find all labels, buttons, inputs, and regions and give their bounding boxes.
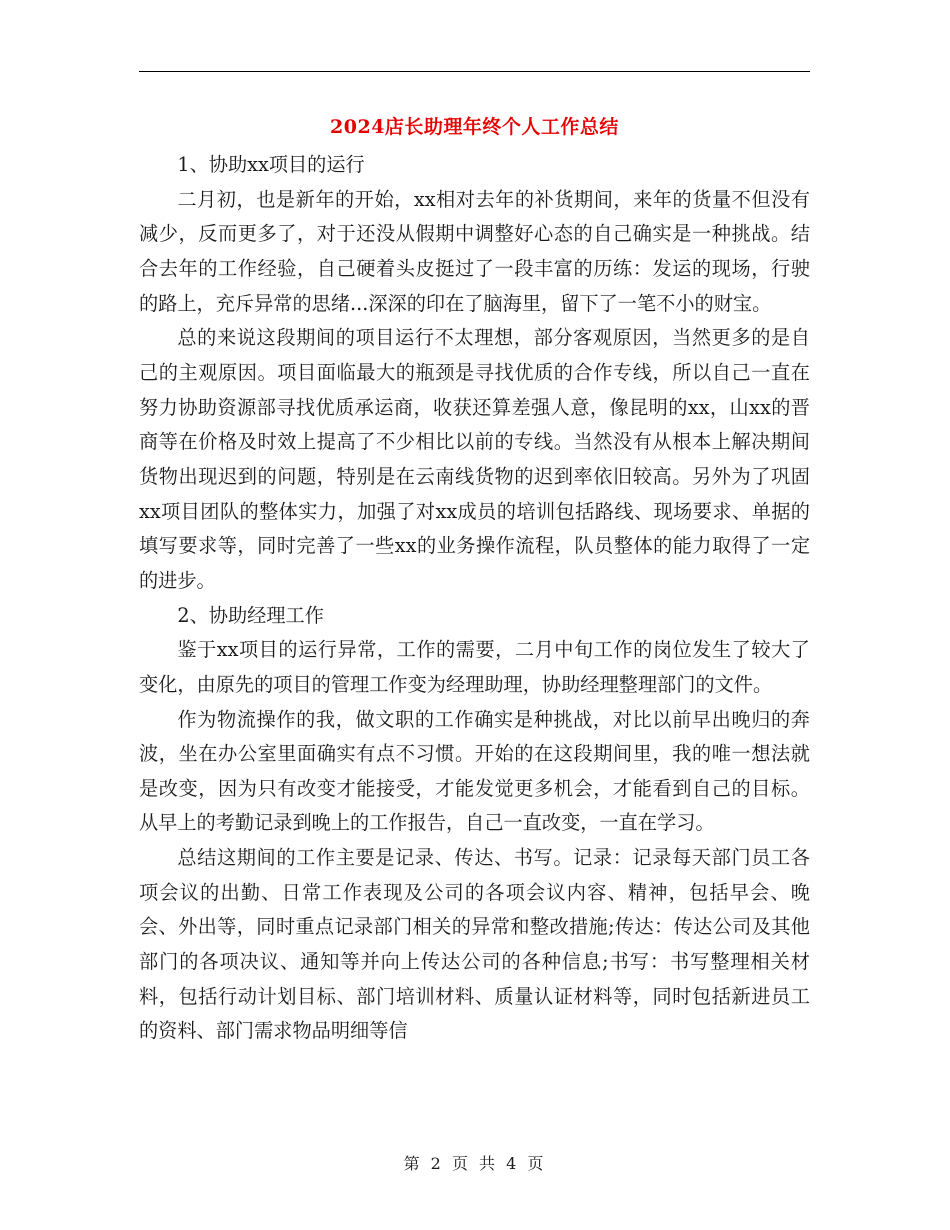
body-paragraph: 总的来说这段期间的项目运行不太理想，部分客观原因，当然更多的是自己的主观原因。项目面临最大的瓶颈是寻找优质的合作专线，所以自己一直在努力协助资源部寻找优质承运商，收获还算差强人意，像昆明的xx，山xx的晋商等在价格及时效上提高了不少相比以前的专线。当然没有从根本上解决期间货物出现迟到的问题，特别是在云南线货物的迟到率依旧较高。另外为了巩固xx项目团队的整体实力，加强了对xx成员的培训包括路线、现场要求、单据的填写要求等，同时完善了一些xx的业务操作流程，队员整体的能力取得了一定的进步。 <box>139 326 810 592</box>
body-paragraph: 鉴于xx项目的运行异常，工作的需要，二月中旬工作的岗位发生了较大了变化，由原先的项目的管理工作变为经理助理，协助经理整理部门的文件。 <box>139 638 810 696</box>
section-heading: 1、协助xx项目的运行 <box>177 153 365 176</box>
header-rule <box>139 71 810 72</box>
document-body <box>139 148 810 1049</box>
body-paragraph: 二月初，也是新年的开始，xx相对去年的补货期间，来年的货量不但没有减少，反而更多了，对于还没从假期中调整好心态的自己确实是一种挑战。结合去年的工作经验，自己硬着头皮挺过了一段丰富的历练：发运的现场，行驶的路上，充斥异常的思绪...深深的印在了脑海里，留下了一笔不小的财宝。 <box>139 187 810 315</box>
body-paragraph: 总结这期间的工作主要是记录、传达、书写。记录：记录每天部门员工各项会议的出勤、日常工作表现及公司的各项会议内容、精神，包括早会、晚会、外出等，同时重点记录部门相关的异常和整改措施;传达：传达公司及其他部门的各项决议、通知等并向上传达公司的各种信息;书写：书写整理相关材料，包括行动计划目标、部门培训材料、质量认证材料等，同时包括新进员工的资料、部门需求物品明细等信 <box>139 846 810 1043</box>
section-heading: 2、协助经理工作 <box>177 603 324 627</box>
document-title: 2024店长助理年终个人工作总结 <box>330 116 619 138</box>
page-number-footer: 第 2 页 共 4 页 <box>403 1154 547 1173</box>
body-paragraph: 作为物流操作的我，做文职的工作确实是种挑战，对比以前早出晚归的奔波，坐在办公室里面确实有点不习惯。开始的在这段期间里，我的唯一想法就是改变，因为只有改变才能接受，才能发觉更多机会，才能看到自己的目标。从早上的考勤记录到晚上的工作报告，自己一直改变，一直在学习。 <box>139 707 810 835</box>
